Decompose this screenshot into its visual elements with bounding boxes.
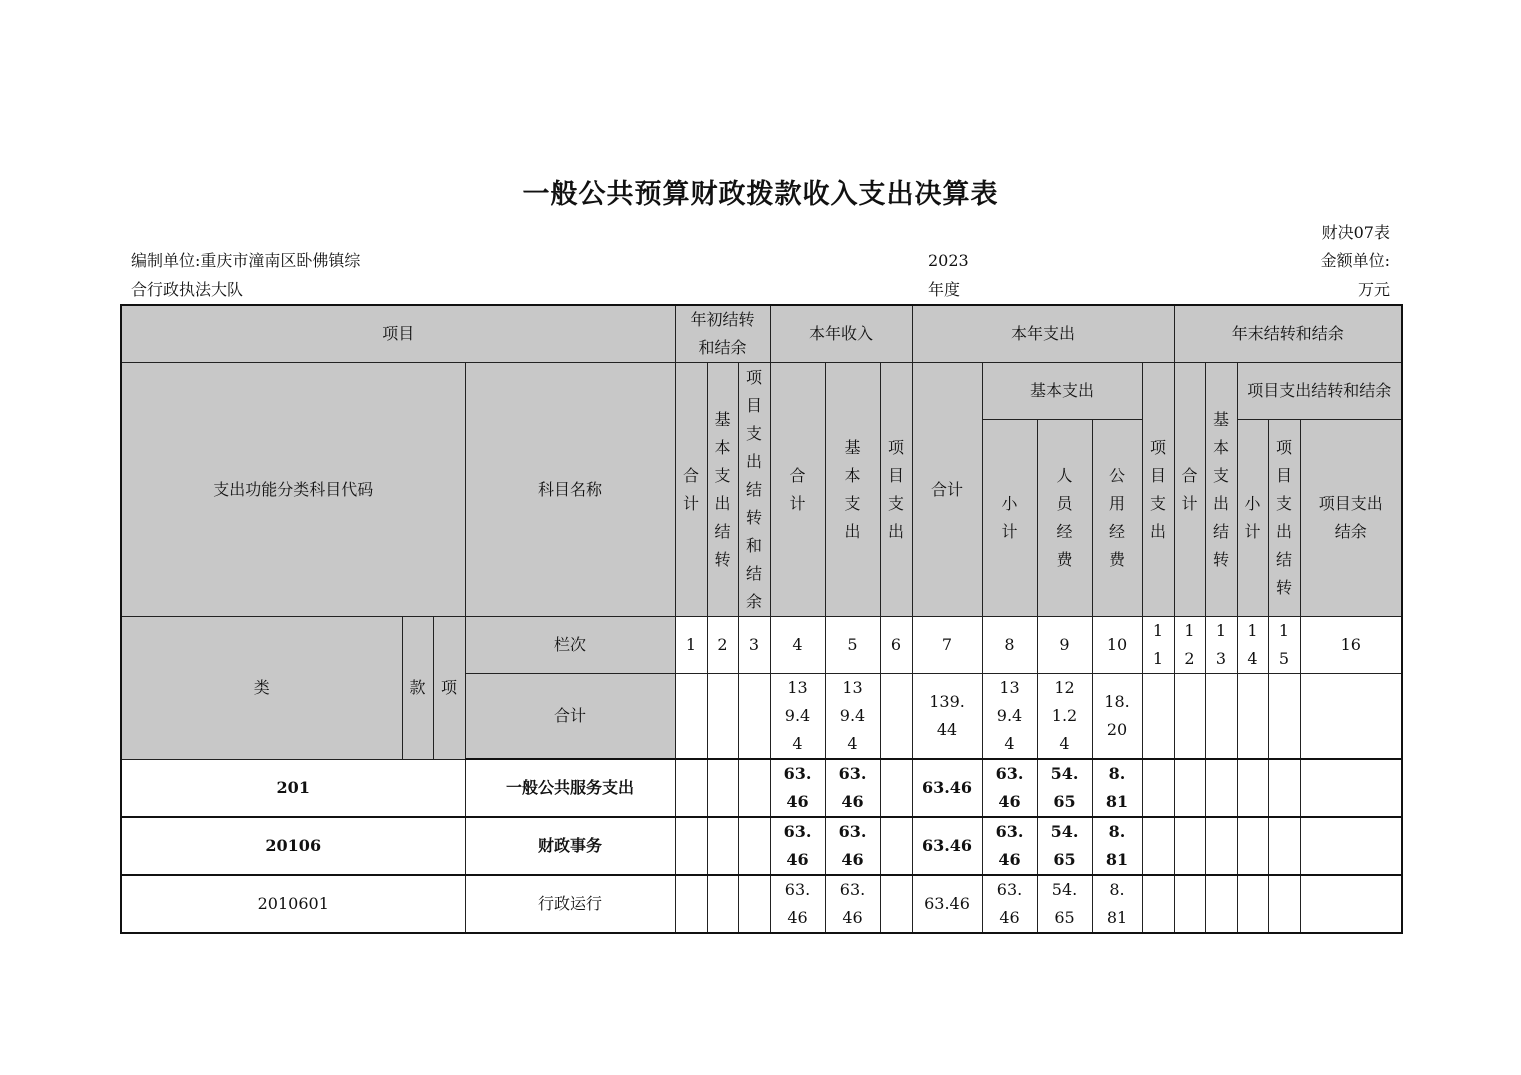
header-lei: 类: [121, 617, 402, 760]
header-end-proj-group: 项目支出结转和结余: [1237, 363, 1402, 420]
col-number: 14: [1237, 617, 1268, 674]
row-code: 20106: [121, 817, 465, 875]
header-inc-total: 合计: [770, 363, 825, 617]
row-exp-total: 63.46: [912, 875, 982, 933]
col-number: 13: [1205, 617, 1237, 674]
org-label-2: 合行政执法大队: [131, 280, 244, 299]
row-inc-total: 63.46: [770, 875, 825, 933]
header-inc-basic: 基本支出: [825, 363, 880, 617]
report-year: 2023: [928, 251, 969, 270]
header-kuan: 款: [402, 617, 433, 760]
table-row: [121, 817, 1402, 875]
row-exp-basic-sub: 63.46: [982, 759, 1037, 817]
header-beg-total: 合计: [675, 363, 707, 617]
header-name: 科目名称: [465, 363, 675, 617]
table-row: [121, 875, 1402, 933]
org-label: 编制单位:重庆市潼南区卧佛镇综: [131, 251, 361, 270]
total-inc-basic: 139.44: [825, 674, 880, 760]
header-inc-proj: 项目支出: [880, 363, 912, 617]
budget-table: [120, 304, 1403, 934]
header-end-balance: 年末结转和结余: [1174, 305, 1402, 363]
col-number: 12: [1174, 617, 1205, 674]
unit-value: 万元: [1357, 280, 1390, 299]
col-number: 15: [1268, 617, 1300, 674]
header-end-proj-sub: 小计: [1237, 420, 1268, 617]
header-exp-total: 合计: [912, 363, 982, 617]
row-code: 201: [121, 759, 465, 817]
header-beg-proj: 项目支出结转和结余: [738, 363, 770, 617]
header-exp-proj: 项目支出: [1142, 363, 1174, 617]
row-exp-personnel: 54.65: [1037, 875, 1092, 933]
row-inc-total: 63.46: [770, 759, 825, 817]
header-income: 本年收入: [770, 305, 912, 363]
row-inc-basic: 63.46: [825, 875, 880, 933]
col-number: 2: [707, 617, 738, 674]
row-exp-personnel: 54.65: [1037, 817, 1092, 875]
col-number: 1: [675, 617, 707, 674]
row-exp-basic-sub: 63.46: [982, 875, 1037, 933]
header-expense: 本年支出: [912, 305, 1174, 363]
row-exp-total: 63.46: [912, 759, 982, 817]
header-end-proj-carry: 项目支出结转: [1268, 420, 1300, 617]
total-exp-personnel: 121.24: [1037, 674, 1092, 760]
header-project: 项目: [121, 305, 675, 363]
row-exp-personnel: 54.65: [1037, 759, 1092, 817]
col-number: 10: [1092, 617, 1142, 674]
row-name: 财政事务: [465, 817, 675, 875]
col-number: 16: [1300, 617, 1402, 674]
report-year-label: 年度: [928, 280, 961, 299]
row-exp-basic-sub: 63.46: [982, 817, 1037, 875]
col-number: 4: [770, 617, 825, 674]
row-exp-public: 8.81: [1092, 875, 1142, 933]
form-number: 财决07表: [1321, 223, 1390, 242]
header-exp-basic-sub: 小计: [982, 420, 1037, 617]
total-inc-total: 139.44: [770, 674, 825, 760]
col-number: 3: [738, 617, 770, 674]
row-inc-basic: 63.46: [825, 817, 880, 875]
col-number: 8: [982, 617, 1037, 674]
col-number: 5: [825, 617, 880, 674]
header-end-total: 合计: [1174, 363, 1205, 617]
row-code: 2010601: [121, 875, 465, 933]
total-exp-total: 139.44: [912, 674, 982, 760]
header-exp-public: 公用经费: [1092, 420, 1142, 617]
header-beg-basic: 基本支出结转: [707, 363, 738, 617]
total-label: 合计: [465, 674, 675, 760]
header-col-order: 栏次: [465, 617, 675, 674]
row-exp-public: 8.81: [1092, 817, 1142, 875]
col-number: 9: [1037, 617, 1092, 674]
header-end-proj-surplus: 项目支出结余: [1300, 420, 1402, 617]
col-number: 11: [1142, 617, 1174, 674]
total-exp-public: 18.20: [1092, 674, 1142, 760]
total-exp-basic-sub: 139.44: [982, 674, 1037, 760]
row-name: 一般公共服务支出: [465, 759, 675, 817]
table-row: [121, 759, 1402, 817]
col-number: 6: [880, 617, 912, 674]
col-number: 7: [912, 617, 982, 674]
header-xiang: 项: [433, 617, 465, 760]
row-exp-total: 63.46: [912, 817, 982, 875]
row-inc-basic: 63.46: [825, 759, 880, 817]
header-exp-basic-group: 基本支出: [982, 363, 1142, 420]
page-title: 一般公共预算财政拨款收入支出决算表: [522, 179, 999, 210]
unit-label: 金额单位:: [1320, 251, 1390, 270]
header-beg-balance: 年初结转和结余: [675, 305, 770, 363]
row-inc-total: 63.46: [770, 817, 825, 875]
row-exp-public: 8.81: [1092, 759, 1142, 817]
header-code: 支出功能分类科目代码: [121, 363, 465, 617]
row-name: 行政运行: [465, 875, 675, 933]
header-exp-personnel: 人员经费: [1037, 420, 1092, 617]
header-end-basic: 基本支出结转: [1205, 363, 1237, 617]
